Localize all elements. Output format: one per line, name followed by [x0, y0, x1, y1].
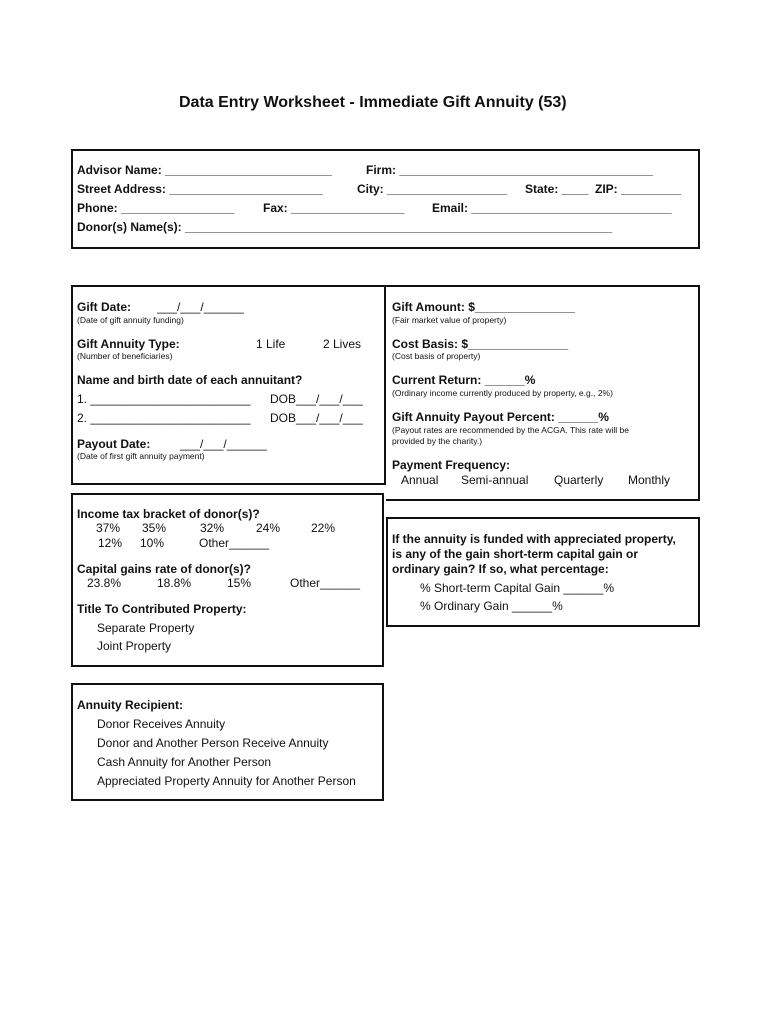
bracket-37-option[interactable]: 37%	[96, 521, 121, 535]
payout-percent-note-2: provided by the charity.)	[392, 436, 483, 446]
cg-23-8-option[interactable]: 23.8%	[87, 576, 122, 590]
cost-basis-note: (Cost basis of property)	[392, 351, 481, 361]
fax-field[interactable]: Fax: _________________	[263, 201, 405, 215]
firm-field[interactable]: Firm: ______________________________________	[366, 163, 653, 177]
gift-amount-field[interactable]: Gift Amount: $_______________	[392, 300, 575, 314]
annuitant-2-field[interactable]: 2. ________________________	[77, 411, 251, 425]
zip-field[interactable]: ZIP: _________	[595, 182, 682, 196]
annuity-recipient-heading: Annuity Recipient:	[77, 698, 184, 712]
ordinary-gain-field[interactable]: % Ordinary Gain ______%	[420, 599, 563, 613]
appreciated-question-line3: ordinary gain? If so, what percentage:	[392, 562, 609, 576]
recipient-option-appreciated-another[interactable]: Appreciated Property Annuity for Another Person	[97, 774, 356, 788]
payout-date-label: Payout Date:	[77, 437, 151, 451]
payout-percent-note-1: (Payout rates are recommended by the ACGA. This rate will be	[392, 425, 630, 435]
gift-section-divider	[384, 285, 386, 485]
annuitant-1-field[interactable]: 1. ________________________	[77, 392, 251, 406]
gift-date-field[interactable]: ___/___/______	[157, 300, 244, 314]
cg-15-option[interactable]: 15%	[227, 576, 252, 590]
email-field[interactable]: Email: ______________________________	[432, 201, 672, 215]
cost-basis-field[interactable]: Cost Basis: $_______________	[392, 337, 569, 351]
recipient-option-donor-and-another[interactable]: Donor and Another Person Receive Annuity	[97, 736, 329, 750]
payment-frequency-heading: Payment Frequency:	[392, 458, 511, 472]
income-tax-heading: Income tax bracket of donor(s)?	[77, 507, 260, 521]
appreciated-question-line1: If the annuity is funded with appreciated property,	[392, 532, 676, 546]
street-address-field[interactable]: Street Address: _______________________	[77, 182, 323, 196]
frequency-semi-annual-option[interactable]: Semi-annual	[461, 473, 529, 487]
bracket-35-option[interactable]: 35%	[142, 521, 167, 535]
bracket-24-option[interactable]: 24%	[256, 521, 281, 535]
current-return-note: (Ordinary income currently produced by property, e.g., 2%)	[392, 388, 613, 398]
page-title: Data Entry Worksheet - Immediate Gift Annuity (53)	[179, 94, 567, 111]
annuity-type-note: (Number of beneficiaries)	[77, 351, 173, 361]
gift-date-label: Gift Date:	[77, 300, 131, 314]
separate-property-option[interactable]: Separate Property	[97, 621, 195, 635]
donor-names-field[interactable]: Donor(s) Name(s): ________________________________________________________________	[77, 220, 613, 234]
frequency-annual-option[interactable]: Annual	[401, 473, 439, 487]
gift-amount-note: (Fair market value of property)	[392, 315, 507, 325]
title-property-heading: Title To Contributed Property:	[77, 602, 247, 616]
current-return-field[interactable]: Current Return: ______%	[392, 373, 536, 387]
payout-date-note: (Date of first gift annuity payment)	[77, 451, 205, 461]
annuitants-heading: Name and birth date of each annuitant?	[77, 373, 303, 387]
recipient-option-donor[interactable]: Donor Receives Annuity	[97, 717, 226, 731]
bracket-32-option[interactable]: 32%	[200, 521, 225, 535]
gift-date-note: (Date of gift annuity funding)	[77, 315, 184, 325]
frequency-quarterly-option[interactable]: Quarterly	[554, 473, 604, 487]
bracket-other-option[interactable]: Other______	[199, 536, 270, 550]
appreciated-question-line2: is any of the gain short-term capital gain or	[392, 547, 639, 561]
payout-percent-field[interactable]: Gift Annuity Payout Percent: ______%	[392, 410, 609, 424]
recipient-option-cash-another[interactable]: Cash Annuity for Another Person	[97, 755, 272, 769]
annuitant-2-dob-field[interactable]: DOB___/___/___	[270, 411, 363, 425]
bracket-10-option[interactable]: 10%	[140, 536, 165, 550]
advisor-name-field[interactable]: Advisor Name: _________________________	[77, 163, 332, 177]
joint-property-option[interactable]: Joint Property	[97, 639, 172, 653]
two-lives-option[interactable]: 2 Lives	[323, 337, 362, 351]
short-term-gain-field[interactable]: % Short-term Capital Gain ______%	[420, 581, 615, 595]
city-field[interactable]: City: __________________	[357, 182, 508, 196]
bracket-22-option[interactable]: 22%	[311, 521, 336, 535]
state-field[interactable]: State: ____	[525, 182, 589, 196]
cg-18-8-option[interactable]: 18.8%	[157, 576, 192, 590]
payout-date-field[interactable]: ___/___/______	[180, 437, 267, 451]
bracket-12-option[interactable]: 12%	[98, 536, 123, 550]
annuitant-1-dob-field[interactable]: DOB___/___/___	[270, 392, 363, 406]
frequency-monthly-option[interactable]: Monthly	[628, 473, 671, 487]
annuity-type-label: Gift Annuity Type:	[77, 337, 180, 351]
cg-other-option[interactable]: Other______	[290, 576, 361, 590]
capital-gains-heading: Capital gains rate of donor(s)?	[77, 562, 252, 576]
one-life-option[interactable]: 1 Life	[256, 337, 286, 351]
phone-field[interactable]: Phone: _________________	[77, 201, 235, 215]
